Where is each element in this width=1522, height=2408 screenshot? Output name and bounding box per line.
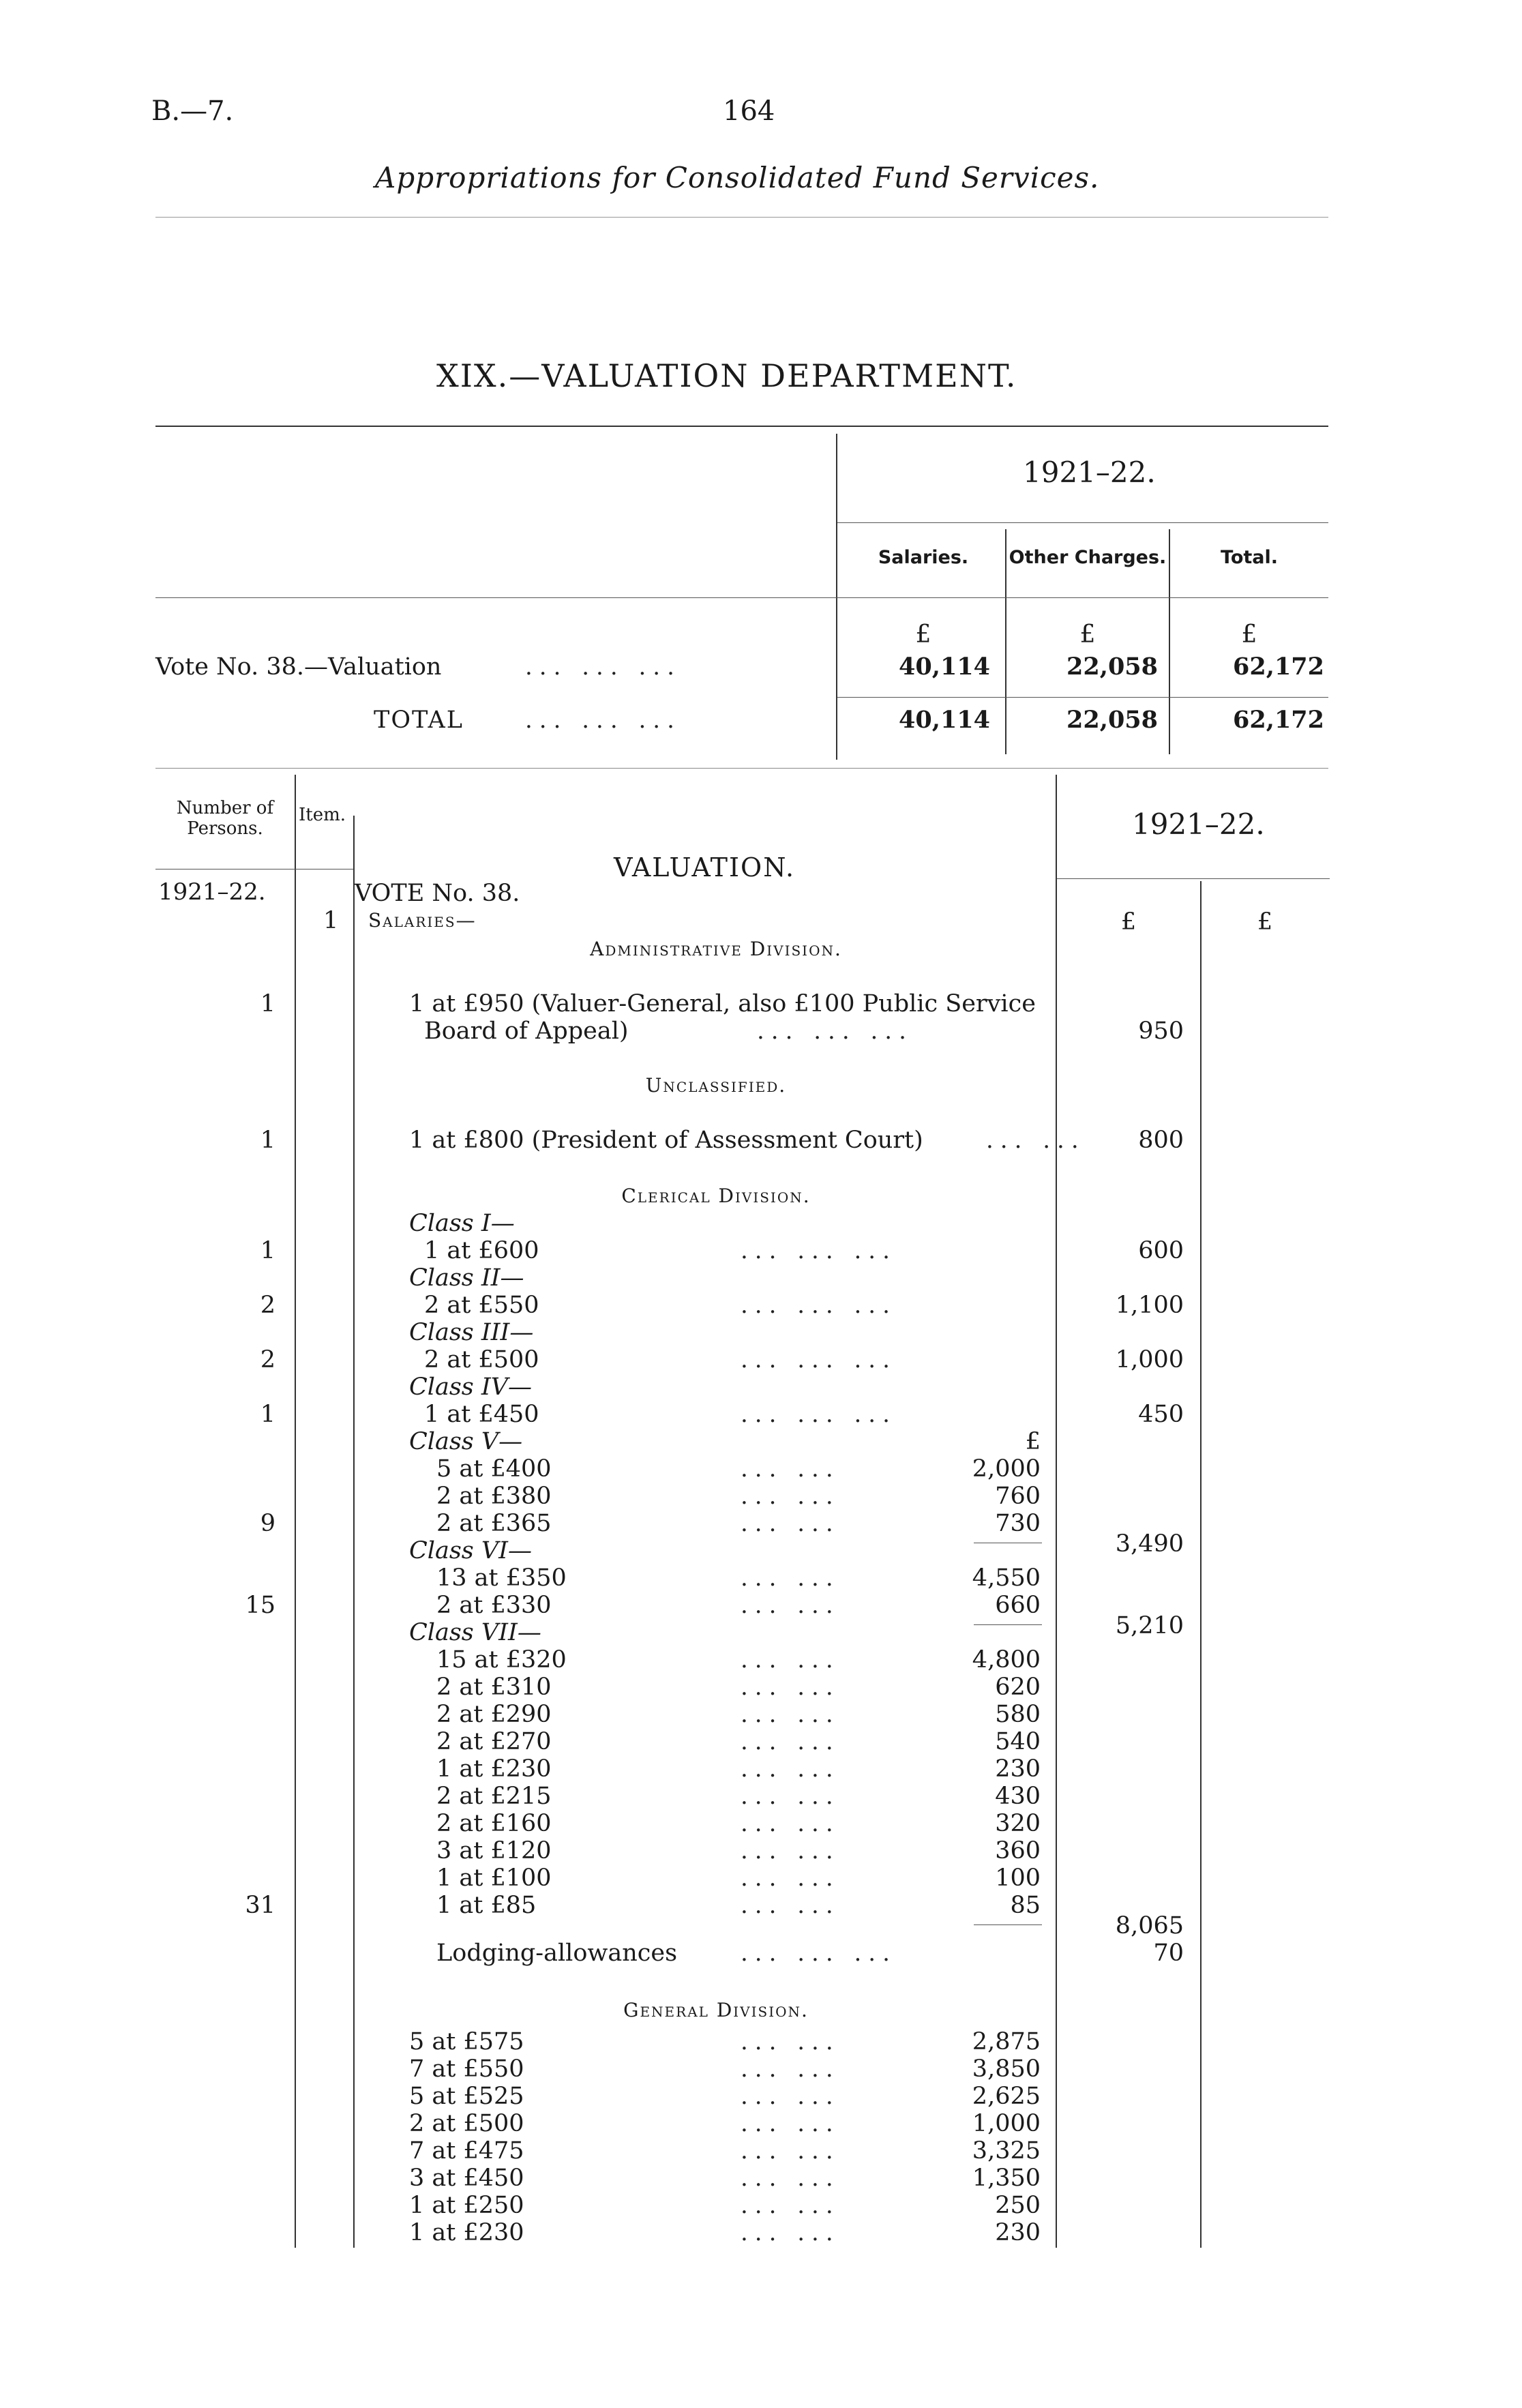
pound-sign: £ bbox=[1120, 908, 1137, 936]
class-persons: 9 bbox=[260, 1510, 275, 1537]
class-label: Class V— bbox=[409, 1428, 523, 1455]
vote-total: 62,172 bbox=[1233, 653, 1324, 681]
item-number: 1 bbox=[323, 907, 339, 934]
total-total: 62,172 bbox=[1233, 706, 1324, 734]
class7-inner: 430 bbox=[995, 1783, 1041, 1810]
detail-year-right: 1921–22. bbox=[1132, 807, 1265, 841]
class5-inner: 2,000 bbox=[972, 1455, 1041, 1483]
vote-other: 22,058 bbox=[1066, 653, 1158, 681]
general-line: 5 at £525 bbox=[409, 2083, 524, 2110]
class-label: Class VII— bbox=[409, 1619, 541, 1646]
leader-dots: ... ... ... bbox=[741, 1237, 897, 1264]
class-persons: 1 bbox=[260, 1237, 275, 1264]
total-other: 22,058 bbox=[1066, 706, 1158, 734]
leader-dots: ... ... bbox=[741, 2137, 840, 2165]
leader-dots: ... ... bbox=[986, 1127, 1086, 1154]
unclassified-persons: 1 bbox=[260, 1127, 275, 1154]
summary-year: 1921–22. bbox=[1023, 456, 1156, 489]
general-heading: General Division. bbox=[623, 1999, 809, 2021]
class7-line: 2 at £270 bbox=[436, 1728, 552, 1755]
admin-line-2: Board of Appeal) bbox=[424, 1017, 629, 1045]
total-label: TOTAL bbox=[374, 707, 464, 734]
class-persons: 31 bbox=[245, 1892, 275, 1919]
summary-divider bbox=[836, 434, 837, 760]
leader-dots: ... ... ... bbox=[741, 1346, 897, 1373]
class7-inner: 620 bbox=[995, 1674, 1041, 1701]
class-persons: 2 bbox=[260, 1346, 275, 1373]
class-amount: 450 bbox=[1138, 1401, 1184, 1428]
leader-dots: ... ... bbox=[741, 1646, 840, 1674]
detail-year-left: 1921–22. bbox=[158, 878, 266, 906]
class6-inner: 4,550 bbox=[972, 1564, 1041, 1592]
general-inner: 2,625 bbox=[972, 2083, 1041, 2110]
pound-sign: £ bbox=[1079, 621, 1096, 649]
amount-divider-1 bbox=[1056, 775, 1057, 2248]
leader-dots: ... ... bbox=[741, 2192, 840, 2219]
col-other-charges: Other Charges. bbox=[1009, 547, 1167, 568]
vote-heading: VOTE No. 38. bbox=[355, 880, 520, 907]
general-inner: 1,350 bbox=[972, 2165, 1041, 2192]
leader-dots: ... ... bbox=[741, 1510, 840, 1537]
class-label: Class IV— bbox=[409, 1373, 532, 1401]
page-ref: B.—7. bbox=[151, 95, 234, 127]
class6-line: 13 at £350 bbox=[436, 1564, 567, 1592]
item-divider bbox=[353, 816, 355, 2248]
leader-dots: ... ... bbox=[741, 1674, 840, 1701]
leader-dots: ... ... ... bbox=[741, 1292, 897, 1319]
class-subtotal: 3,490 bbox=[1115, 1530, 1184, 1558]
clerical-heading: Clerical Division. bbox=[621, 1185, 811, 1207]
general-line: 5 at £575 bbox=[409, 2028, 524, 2055]
class7-line: 2 at £290 bbox=[436, 1701, 552, 1728]
class-amount: 600 bbox=[1138, 1237, 1184, 1264]
pound-sign: £ bbox=[915, 621, 931, 649]
class5-line: 5 at £400 bbox=[436, 1455, 552, 1483]
running-title: Appropriations for Consolidated Fund Services. bbox=[375, 161, 1100, 194]
col-persons: Number of Persons. bbox=[176, 798, 274, 839]
leader-dots: ... ... bbox=[741, 2219, 840, 2246]
class7-inner: 320 bbox=[995, 1810, 1041, 1837]
class-amount: 1,100 bbox=[1115, 1292, 1184, 1319]
class-subtotal: 8,065 bbox=[1115, 1912, 1184, 1939]
detail-year-rule bbox=[1057, 878, 1330, 879]
class-persons: 15 bbox=[245, 1592, 275, 1619]
class7-inner: 85 bbox=[1010, 1892, 1041, 1919]
persons-divider bbox=[295, 775, 296, 2248]
general-line: 1 at £230 bbox=[409, 2219, 524, 2246]
class-amount: 1,000 bbox=[1115, 1346, 1184, 1373]
pound-sign: £ bbox=[1241, 621, 1257, 649]
class7-line: 1 at £100 bbox=[436, 1864, 552, 1892]
class5-inner: 730 bbox=[995, 1510, 1041, 1537]
total-salaries: 40,114 bbox=[899, 706, 990, 734]
class-persons: 2 bbox=[260, 1292, 275, 1319]
class5-line: 2 at £380 bbox=[436, 1483, 552, 1510]
class7-inner: 580 bbox=[995, 1701, 1041, 1728]
summary-head-rule bbox=[155, 597, 1328, 598]
leader-dots: ... ... bbox=[741, 1892, 840, 1919]
general-line: 2 at £500 bbox=[409, 2110, 524, 2137]
class7-line: 1 at £85 bbox=[436, 1892, 537, 1919]
admin-persons: 1 bbox=[260, 990, 275, 1017]
col-total: Total. bbox=[1220, 547, 1279, 568]
salaries-heading: Salaries— bbox=[368, 909, 477, 932]
unclassified-amount: 800 bbox=[1138, 1127, 1184, 1154]
leader-dots: ... ... bbox=[741, 1783, 840, 1810]
class5-line: 2 at £365 bbox=[436, 1510, 552, 1537]
pound-sign: £ bbox=[1257, 908, 1273, 936]
class-label: Class III— bbox=[409, 1319, 534, 1346]
vote-salaries: 40,114 bbox=[899, 653, 990, 681]
class5-inner: 760 bbox=[995, 1483, 1041, 1510]
general-inner: 3,850 bbox=[972, 2055, 1041, 2083]
class7-inner: 360 bbox=[995, 1837, 1041, 1864]
leader-dots: ... ... bbox=[741, 1837, 840, 1864]
lodging-amount: 70 bbox=[1153, 1939, 1184, 1967]
class6-line: 2 at £330 bbox=[436, 1592, 552, 1619]
header-rule bbox=[155, 217, 1328, 218]
class7-line: 3 at £120 bbox=[436, 1837, 552, 1864]
leader-dots: ... ... bbox=[741, 1701, 840, 1728]
class6-inner: 660 bbox=[995, 1592, 1041, 1619]
general-inner: 250 bbox=[995, 2192, 1041, 2219]
col-item: Item. bbox=[299, 805, 346, 825]
summary-year-rule bbox=[837, 522, 1328, 523]
class7-line: 2 at £160 bbox=[436, 1810, 552, 1837]
leader-dots: ... ... bbox=[741, 1810, 840, 1837]
class7-line: 2 at £310 bbox=[436, 1674, 552, 1701]
class7-line: 15 at £320 bbox=[436, 1646, 567, 1674]
class-subtotal: 5,210 bbox=[1115, 1612, 1184, 1639]
class7-inner: 4,800 bbox=[972, 1646, 1041, 1674]
class-line: 1 at £600 bbox=[424, 1237, 539, 1264]
summary-total-rule bbox=[837, 697, 1328, 698]
leader-dots: ... ... bbox=[741, 1564, 840, 1592]
class7-inner: 100 bbox=[995, 1864, 1041, 1892]
leader-dots: ... ... bbox=[741, 1755, 840, 1783]
leader-dots: ... ... bbox=[741, 2165, 840, 2192]
general-inner: 1,000 bbox=[972, 2110, 1041, 2137]
leader-dots: ... ... bbox=[741, 2083, 840, 2110]
subtotal-rule bbox=[974, 1624, 1042, 1625]
leader-dots: ... ... bbox=[741, 1455, 840, 1483]
summary-top-rule bbox=[155, 426, 1328, 427]
class-persons: 1 bbox=[260, 1401, 275, 1428]
leader-dots: ... ... ... bbox=[757, 1017, 913, 1045]
admin-amount: 950 bbox=[1138, 1017, 1184, 1045]
general-line: 7 at £550 bbox=[409, 2055, 524, 2083]
pound-sign: £ bbox=[1025, 1428, 1041, 1455]
admin-heading: Administrative Division. bbox=[590, 938, 842, 960]
class7-line: 1 at £230 bbox=[436, 1755, 552, 1783]
class7-inner: 540 bbox=[995, 1728, 1041, 1755]
lodging-line: Lodging-allowances bbox=[436, 1939, 678, 1967]
subtotal-rule bbox=[974, 1924, 1042, 1925]
leader-dots: ... ... ... bbox=[741, 1401, 897, 1428]
general-inner: 2,875 bbox=[972, 2028, 1041, 2055]
unclassified-line: 1 at £800 (President of Assessment Court) bbox=[409, 1127, 923, 1154]
class-label: Class I— bbox=[409, 1210, 515, 1237]
admin-line-1: 1 at £950 (Valuer-General, also £100 Public Service bbox=[409, 990, 1036, 1017]
leader-dots: ... ... ... bbox=[741, 1939, 897, 1967]
leader-dots: ... ... bbox=[741, 2028, 840, 2055]
unclassified-heading: Unclassified. bbox=[645, 1074, 787, 1097]
vote-label: Vote No. 38.—Valuation bbox=[155, 653, 442, 681]
leader-dots: ... ... bbox=[741, 1483, 840, 1510]
class7-line: 2 at £215 bbox=[436, 1783, 552, 1810]
general-inner: 230 bbox=[995, 2219, 1041, 2246]
leader-dots: ... ... ... bbox=[525, 707, 681, 734]
general-inner: 3,325 bbox=[972, 2137, 1041, 2165]
leader-dots: ... ... bbox=[741, 2055, 840, 2083]
leader-dots: ... ... bbox=[741, 2110, 840, 2137]
leader-dots: ... ... bbox=[741, 1592, 840, 1619]
class-line: 1 at £450 bbox=[424, 1401, 539, 1428]
leader-dots: ... ... bbox=[741, 1864, 840, 1892]
general-line: 3 at £450 bbox=[409, 2165, 524, 2192]
class-line: 2 at £500 bbox=[424, 1346, 539, 1373]
col-salaries: Salaries. bbox=[878, 547, 969, 568]
summary-bottom-rule bbox=[155, 768, 1328, 769]
class-label: Class VI— bbox=[409, 1537, 532, 1564]
leader-dots: ... ... bbox=[741, 1728, 840, 1755]
class-label: Class II— bbox=[409, 1264, 524, 1292]
leader-dots: ... ... ... bbox=[525, 653, 681, 681]
section-title: VALUATION. bbox=[614, 852, 796, 882]
class-line: 2 at £550 bbox=[424, 1292, 539, 1319]
amount-divider-2 bbox=[1200, 881, 1202, 2248]
general-line: 1 at £250 bbox=[409, 2192, 524, 2219]
department-title: XIX.—VALUATION DEPARTMENT. bbox=[436, 357, 1017, 394]
general-line: 7 at £475 bbox=[409, 2137, 524, 2165]
page-number: 164 bbox=[723, 95, 775, 127]
class7-inner: 230 bbox=[995, 1755, 1041, 1783]
